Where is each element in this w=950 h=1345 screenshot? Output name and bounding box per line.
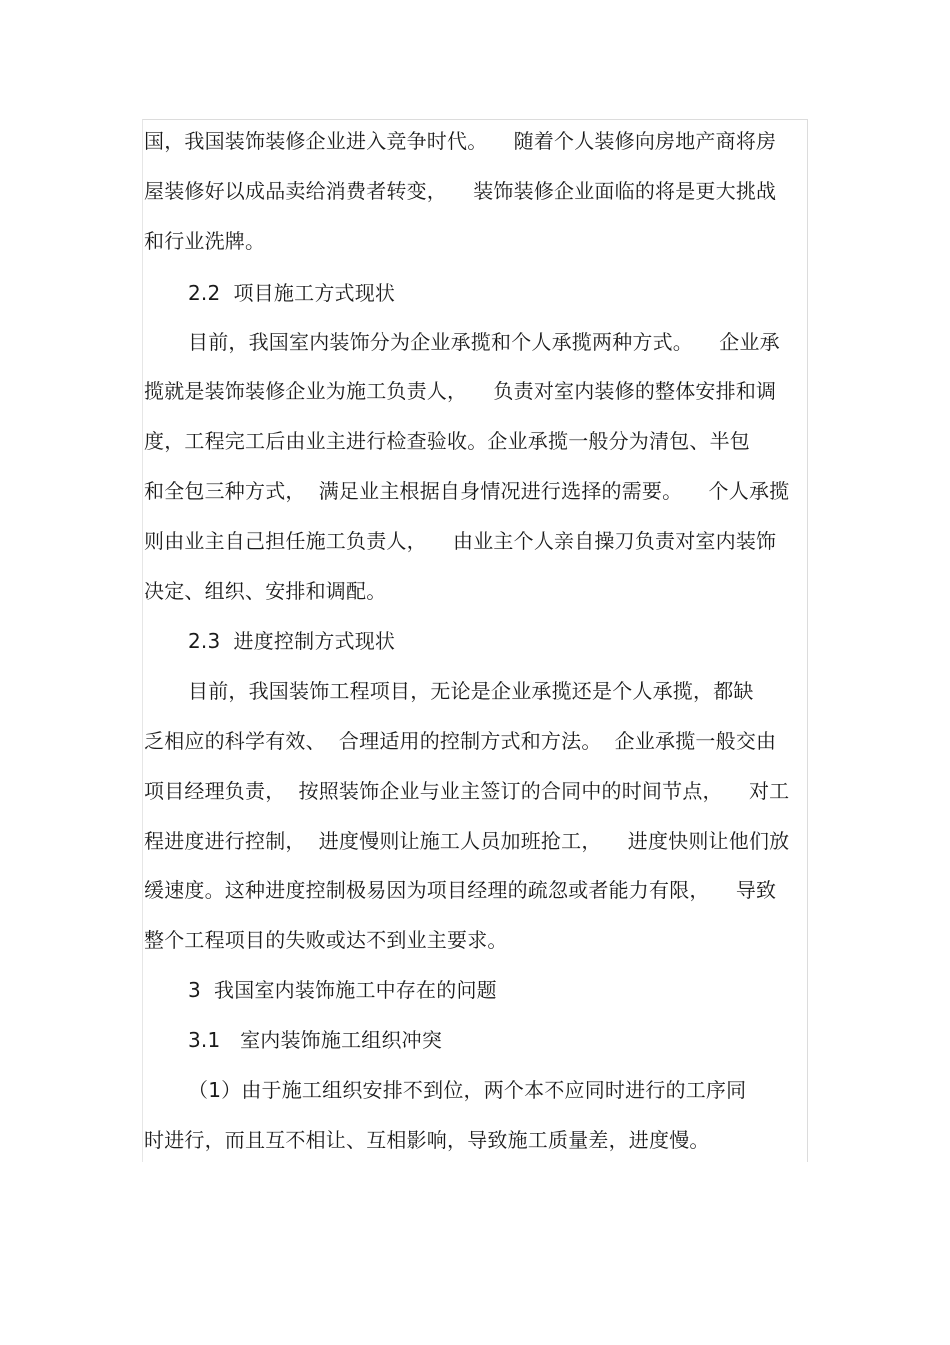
section-heading-2-2: 2.2 项目施工方式现状 [188,281,396,305]
section-heading-3-1: 3.1 室内装饰施工组织冲突 [188,1028,443,1052]
section-heading-2-3: 2.3 进度控制方式现状 [188,629,396,653]
body-text-line: 和全包三种方式， 满足业主根据自身情况进行选择的需要。 个人承揽 [144,479,790,503]
body-text-line: 则由业主自己担任施工负责人， 由业主个人亲自操刀负责对室内装饰 [144,529,777,553]
body-text-line: 屋装修好以成品卖给消费者转变， 装饰装修企业面临的将是更大挑战 [144,179,777,203]
body-text-line: 国，我国装饰装修企业进入竞争时代。 随着个人装修向房地产商将房 [144,129,777,153]
body-text-line: 揽就是装饰装修企业为施工负责人， 负责对室内装修的整体安排和调 [144,379,777,403]
body-text-line: 和行业洗牌。 [144,229,266,253]
body-text-line: 整个工程项目的失败或达不到业主要求。 [144,928,508,952]
body-text-line: （1）由于施工组织安排不到位，两个本不应同时进行的工序同 [188,1078,747,1102]
body-text-line: 度，工程完工后由业主进行检查验收。企业承揽一般分为清包、半包 [144,429,750,453]
body-text-line: 目前，我国室内装饰分为企业承揽和个人承揽两种方式。 企业承 [188,330,780,354]
body-text-line: 项目经理负责， 按照装饰企业与业主签订的合同中的时间节点， 对工 [144,779,790,803]
body-text-line: 决定、组织、安排和调配。 [144,579,387,603]
body-text-line: 程进度进行控制， 进度慢则让施工人员加班抢工， 进度快则让他们放 [144,829,790,853]
body-text-line: 时进行，而且互不相让、互相影响，导致施工质量差，进度慢。 [144,1128,710,1152]
section-heading-3: 3 我国室内装饰施工中存在的问题 [188,978,497,1002]
body-text-line: 目前，我国装饰工程项目，无论是企业承揽还是个人承揽，都缺 [188,679,754,703]
body-text-line: 乏相应的科学有效、 合理适用的控制方式和方法。 企业承揽一般交由 [144,729,777,753]
body-text-line: 缓速度。这种进度控制极易因为项目经理的疏忽或者能力有限， 导致 [144,878,777,902]
